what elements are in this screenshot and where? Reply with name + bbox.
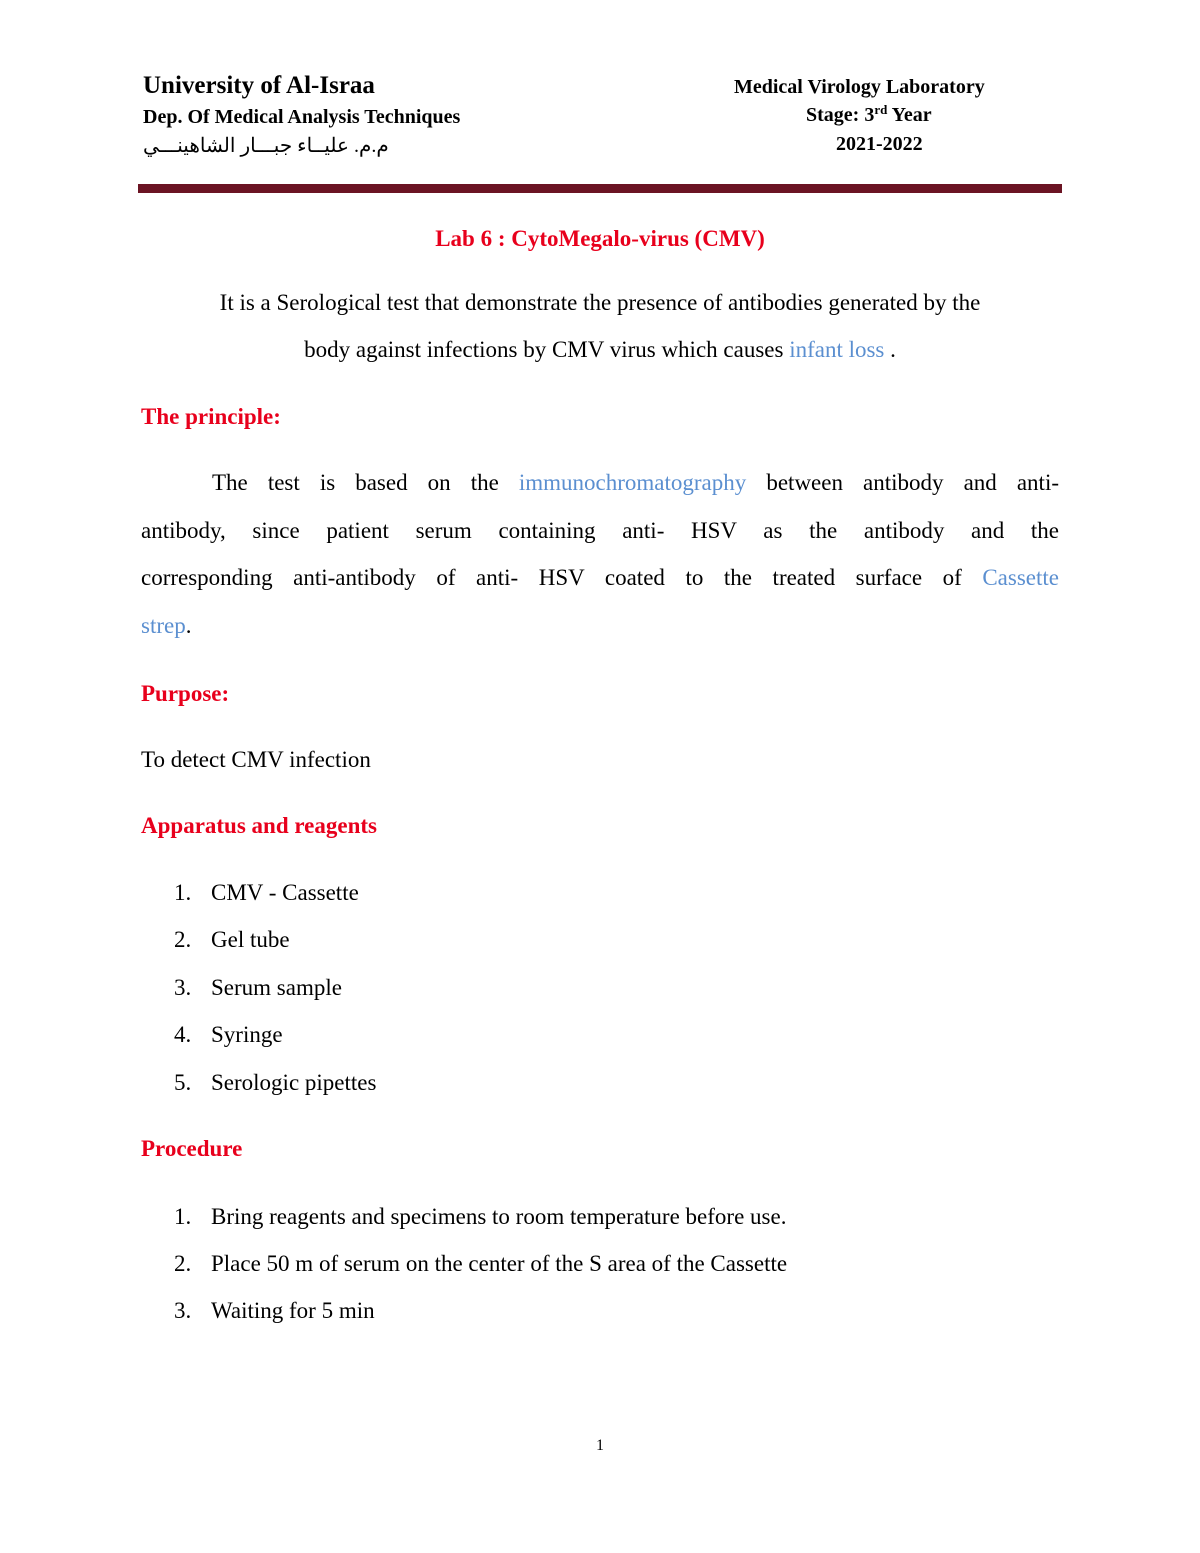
step-number: 3. xyxy=(174,1298,192,1323)
list-number: 2. xyxy=(174,927,192,952)
procedure-step xyxy=(174,1251,787,1277)
university-name: University of Al-Israa xyxy=(143,72,375,99)
step-text: Bring reagents and specimens to room temperature before use. xyxy=(211,1204,787,1229)
procedure-step xyxy=(174,1204,786,1230)
purpose-text: To detect CMV infection xyxy=(141,747,371,772)
author-name: م.م. عليــاء جبـــار الشاهينـــي xyxy=(143,135,389,157)
step-text: Place 50 m of serum on the center of the S area of the Cassette xyxy=(211,1251,788,1276)
list-number: 1. xyxy=(174,880,192,905)
list-item xyxy=(174,975,342,1001)
step-number: 1. xyxy=(174,1204,192,1229)
list-number: 3. xyxy=(174,975,192,1000)
step-number: 2. xyxy=(174,1251,192,1276)
department-name: Dep. Of Medical Analysis Techniques xyxy=(143,106,461,128)
apparatus-heading: Apparatus and reagents xyxy=(141,813,377,838)
principle-heading: The principle: xyxy=(141,404,281,429)
intro-end: . xyxy=(884,337,896,362)
immunochromatography-link[interactable]: immunochromatography xyxy=(518,470,747,495)
infant-loss-link[interactable]: infant loss xyxy=(789,337,885,362)
list-text: Serologic pipettes xyxy=(211,1070,377,1095)
list-text: Syringe xyxy=(211,1022,283,1047)
laboratory-name: Medical Virology Laboratory xyxy=(734,76,985,98)
strep-link[interactable]: strep xyxy=(141,613,186,638)
principle-text-end: between antibody and anti- xyxy=(746,470,1059,495)
procedure-heading: Procedure xyxy=(141,1136,243,1161)
list-number: 4. xyxy=(174,1022,192,1047)
purpose-heading: Purpose: xyxy=(141,681,230,706)
intro-text: body against infections by CMV virus which causes xyxy=(304,337,790,362)
procedure-step xyxy=(174,1298,375,1324)
list-item xyxy=(174,880,359,906)
principle-period: . xyxy=(185,613,192,638)
step-text: Waiting for 5 min xyxy=(211,1298,375,1323)
page-number: 1 xyxy=(596,1437,604,1454)
principle-line-4 xyxy=(141,613,191,639)
principle-line-2: antibody, since patient serum containing anti- HSV as the antibody and the xyxy=(141,518,1059,543)
intro-line-1: It is a Serological test that demonstrate the presence of antibodies generated by the xyxy=(219,290,981,315)
cassette-link[interactable]: Cassette xyxy=(982,565,1059,590)
list-text: Gel tube xyxy=(211,927,290,952)
principle-line-1 xyxy=(212,470,1059,496)
stage-label xyxy=(806,104,932,127)
lab-title: Lab 6 : CytoMegalo-virus (CMV) xyxy=(435,226,765,251)
principle-text-3: corresponding anti-antibody of anti- HSV coated to the treated surface of xyxy=(141,565,983,590)
list-item xyxy=(174,1022,283,1048)
list-item xyxy=(174,1070,376,1096)
list-text: Serum sample xyxy=(211,975,342,1000)
intro-line-2 xyxy=(0,337,1200,363)
list-item xyxy=(174,927,290,953)
header-divider xyxy=(138,184,1062,193)
stage-ordinal: rd xyxy=(874,102,888,117)
academic-year: 2021-2022 xyxy=(836,133,923,155)
list-number: 5. xyxy=(174,1070,192,1095)
list-text: CMV - Cassette xyxy=(211,880,359,905)
principle-text: The test is based on the xyxy=(212,470,519,495)
stage-suffix: Year xyxy=(887,104,932,126)
principle-line-3 xyxy=(141,565,1059,591)
stage-prefix: Stage: 3 xyxy=(806,104,875,126)
